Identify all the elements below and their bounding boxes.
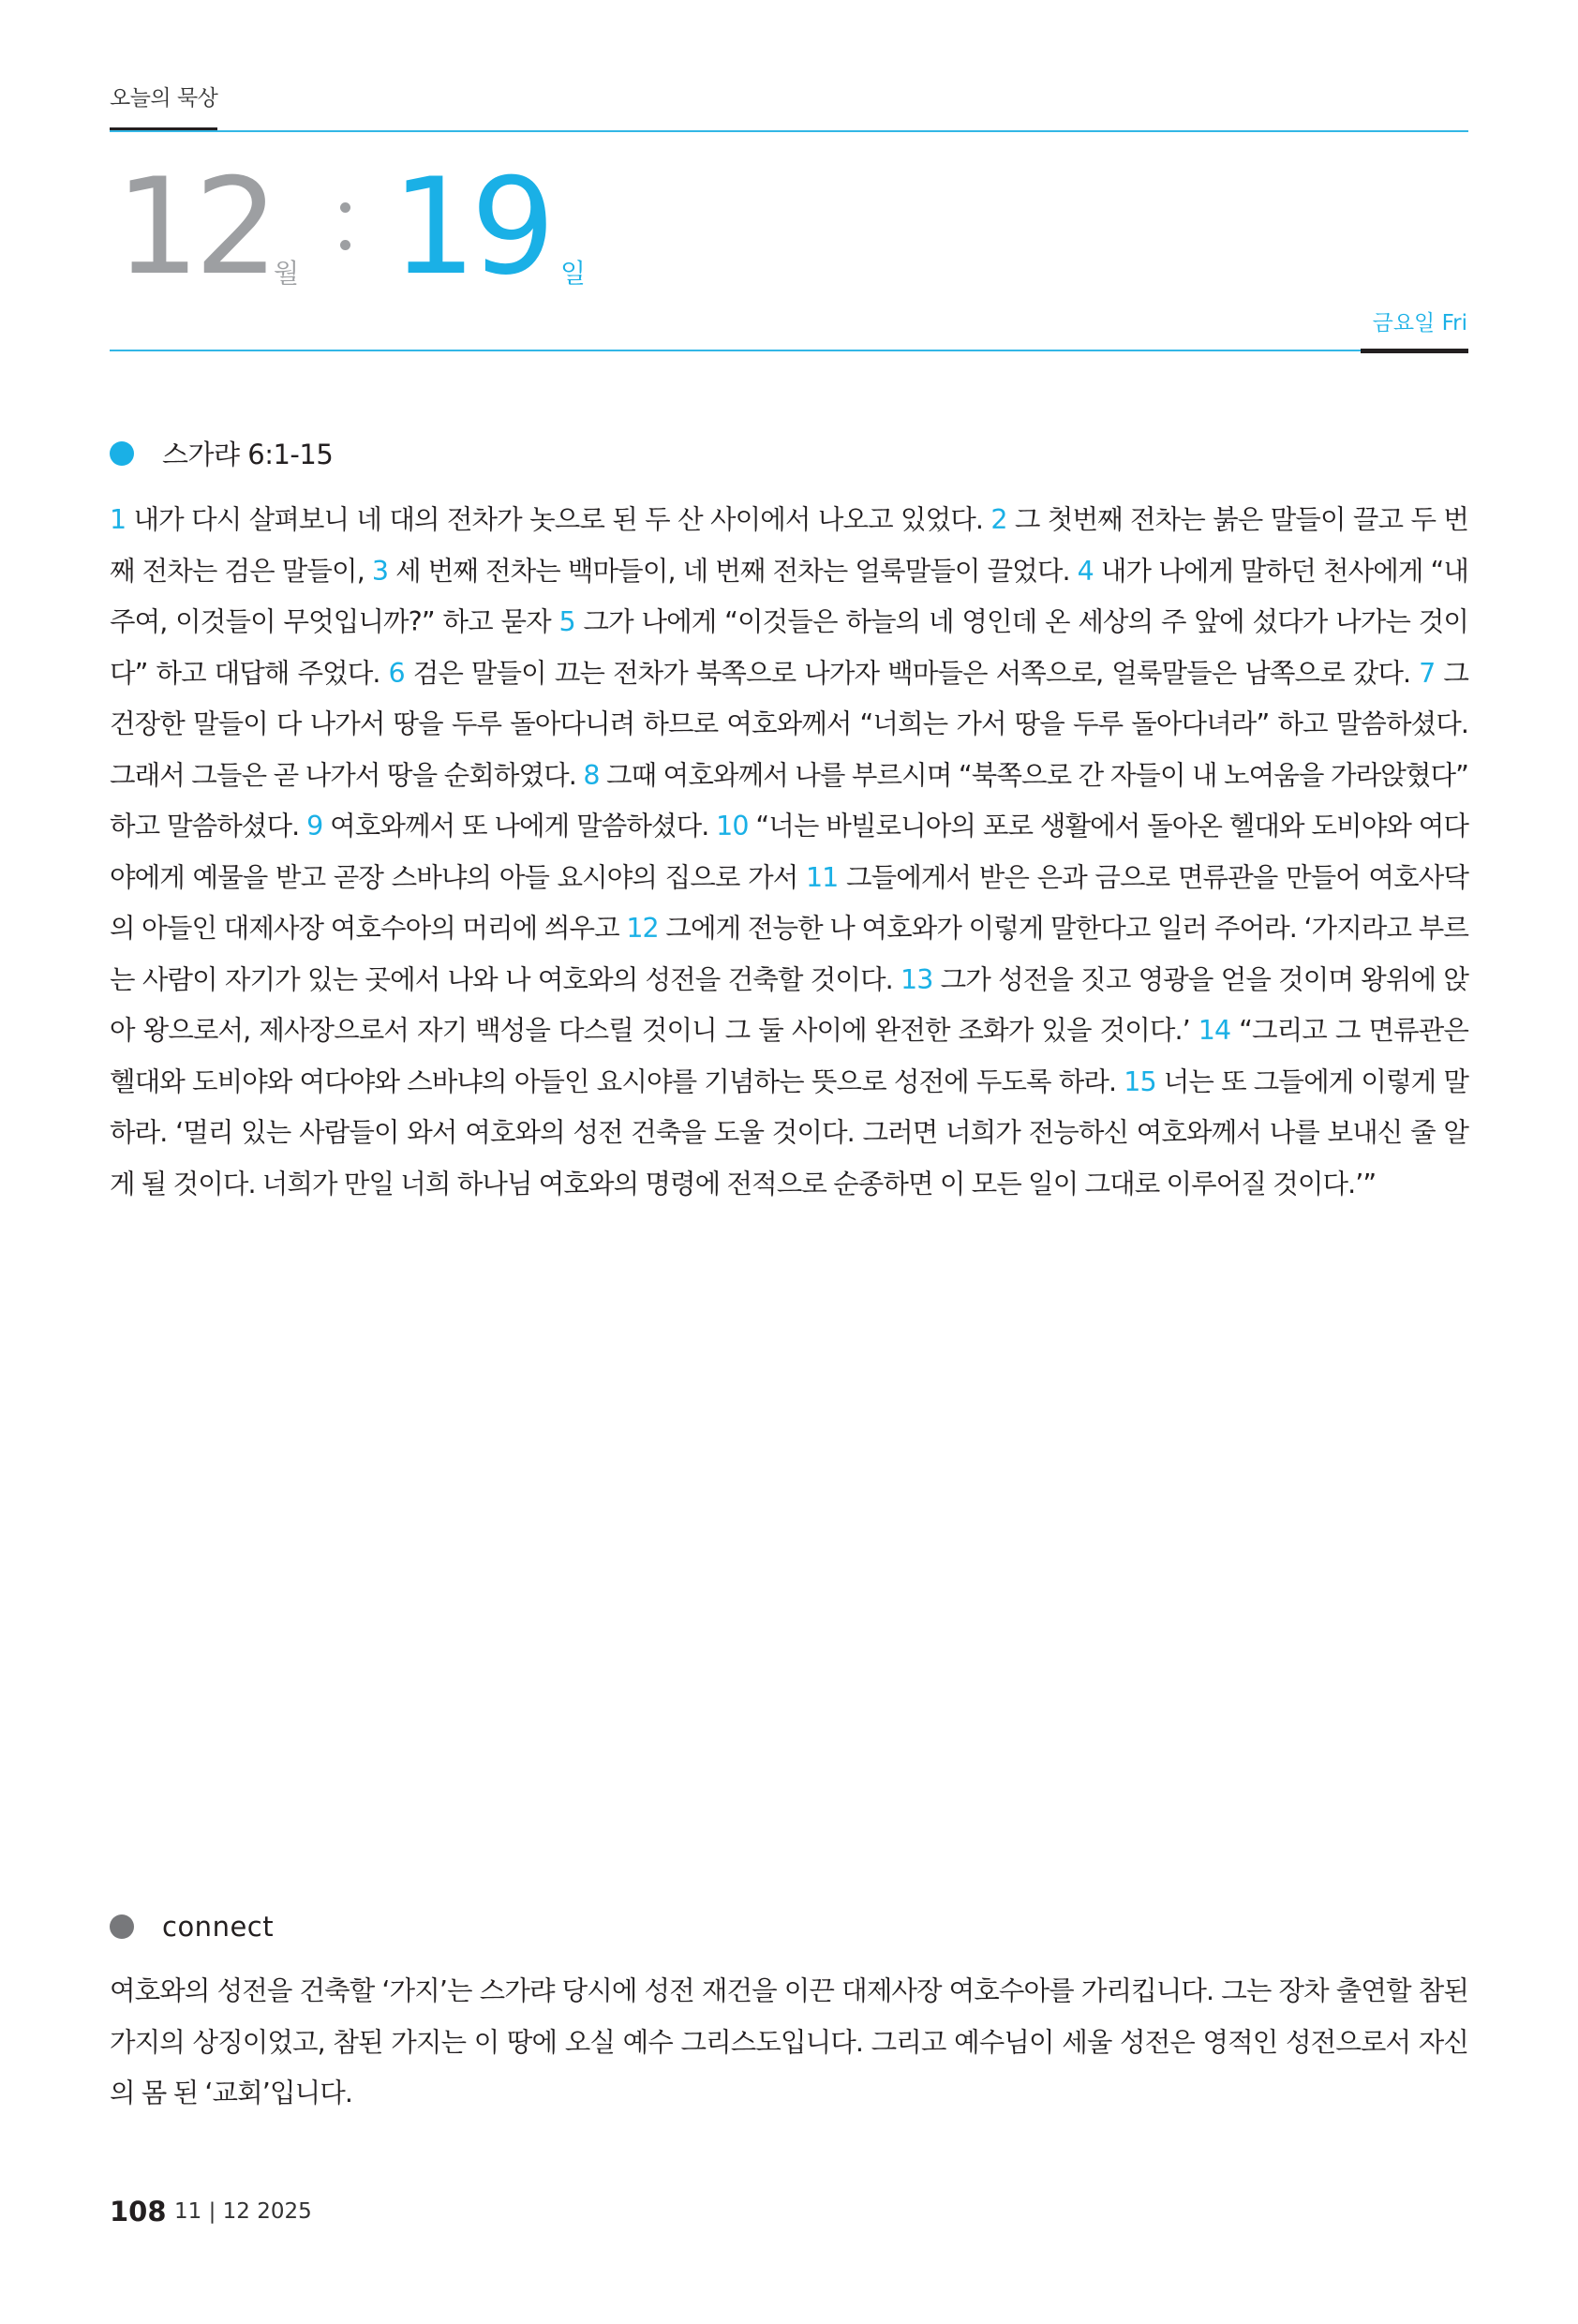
colon-dot-top [340,202,350,213]
verse-number: 10 [716,811,749,842]
verse-text: 그 첫번째 전차는 붉은 말들이 끌고 두 번째 전차는 검은 말들이, [110,504,1468,587]
header-top-line [110,130,1468,132]
verse-number: 4 [1077,555,1094,587]
issue-label: 11 | 12 2025 [174,2199,312,2224]
verse-text: 그에게 전능한 나 여호와가 이렇게 말한다고 일러 주어라. ‘가지라고 부르는 사람이 자기가 있는 곳에서 나와 나 여호와의 성전을 건축할 것이다. [110,913,1468,995]
month-unit: 월 [274,258,300,289]
verse-text: 내가 다시 살펴보니 네 대의 전차가 놋으로 된 두 산 사이에서 나오고 있었다. [133,504,984,535]
connect-title: connect [162,1911,275,1943]
verse-number: 9 [306,811,323,842]
verse-text: 그때 여호와께서 나를 부르시며 “북쪽으로 간 자들이 내 노여움을 가라앉혔다” 하고 말씀하셨다. [110,759,1468,842]
verse-number: 7 [1419,657,1436,689]
verse-number: 1 [110,504,127,535]
month-number: 12 [115,150,274,305]
verse-number: 14 [1198,1015,1231,1046]
header-right-bar [1361,349,1468,353]
scripture-reference: 스가랴 6:1-15 [162,439,334,470]
connect-heading [110,1911,274,1943]
weekday: 금요일 Fri [1372,311,1467,335]
verse-number: 6 [388,657,405,689]
header-bottom-line [110,350,1468,351]
verse-text: 그들에게서 받은 은과 금으로 면류관을 만들어 여호사닥의 아들인 대제사장 여호수아의 머리에 씌우고 [110,861,1468,944]
verse-number: 11 [805,861,839,893]
verse-text: 여호와께서 또 나에게 말씀하셨다. [330,811,709,842]
verse-text: 그 건장한 말들이 다 나가서 땅을 두루 돌아다니려 하므로 여호와께서 “너희는 가서 땅을 두루 돌아다녀라” 하고 말씀하셨다. 그래서 그들은 곧 나가서 땅을 순회하였다. [110,657,1468,791]
verse-number: 13 [900,963,933,995]
verse-text: 내가 나에게 말하던 천사에게 “내 주여, 이것들이 무엇입니까?” 하고 묻자 [110,555,1468,637]
verse-text: 그가 성전을 짓고 영광을 얻을 것이며 왕위에 앉아 왕으로서, 제사장으로서 자기 백성을 다스릴 것이니 그 둘 사이에 완전한 조화가 있을 것이다.’ [110,963,1468,1046]
verse-number: 8 [583,759,600,791]
verse-number: 3 [371,555,389,587]
verse-number: 12 [626,913,659,944]
day-number: 19 [392,150,550,305]
verse-number: 15 [1124,1065,1156,1097]
verse-number: 2 [990,504,1007,535]
verse-text: “너는 바빌로니아의 포로 생활에서 돌아온 헬대와 도비야와 여다야에게 예물을 받고 곧장 스바냐의 아들 요시야의 집으로 가서 [110,811,1468,893]
connect-text: 여호와의 성전을 건축할 ‘가지’는 스가랴 당시에 성전 재건을 이끈 대제사장 여호수아를 가리킵니다. 그는 장차 출연할 참된 가지의 상징이었고, 참된 가지는 이 땅에 오실 예수 그리스도입니다. 그리고 예수님이 세울 성전은 영적인 성전으로서 자신의 몸 된 ‘교회’입니다. [110,1975,1468,2108]
section-label: 오늘의 묵상 [110,86,218,111]
verse-number: 5 [558,606,575,637]
colon-dot-bottom [340,240,350,250]
verse-text: 세 번째 전차는 백마들이, 네 번째 전차는 얼룩말들이 끌었다. [395,555,1070,587]
scripture-heading [110,434,333,472]
verse-text: 그가 나에게 “이것들은 하늘의 네 영인데 온 세상의 주 앞에 섰다가 나가는 것이다” 하고 대답해 주었다. [110,606,1469,689]
verse-text: 검은 말들이 끄는 전차가 북쪽으로 나가자 백마들은 서쪽으로, 얼룩말들은 남쪽으로 갔다. [412,657,1411,689]
scripture-text [110,495,1468,1210]
day-unit: 일 [560,258,587,289]
verse-text: 너는 또 그들에게 이렇게 말하라. ‘멀리 있는 사람들이 와서 여호와의 성전 건축을 도울 것이다. 그러면 너희가 전능하신 여호와께서 나를 보내신 줄 알게 될 것이다. 너희가 만일 너희 하나님 여호와의 명령에 전적으로 순종하면 이 모든 일이 그대로 이루어질 것이다.’” [110,1065,1468,1199]
scripture-bullet-icon [110,441,134,466]
verse-text: “그리고 그 면류관은 헬대와 도비야와 여다야와 스바냐의 아들인 요시야를 기념하는 뜻으로 성전에 두도록 하라. [110,1015,1468,1097]
connect-bullet-icon [110,1914,134,1939]
page-number: 108 [110,2196,167,2227]
